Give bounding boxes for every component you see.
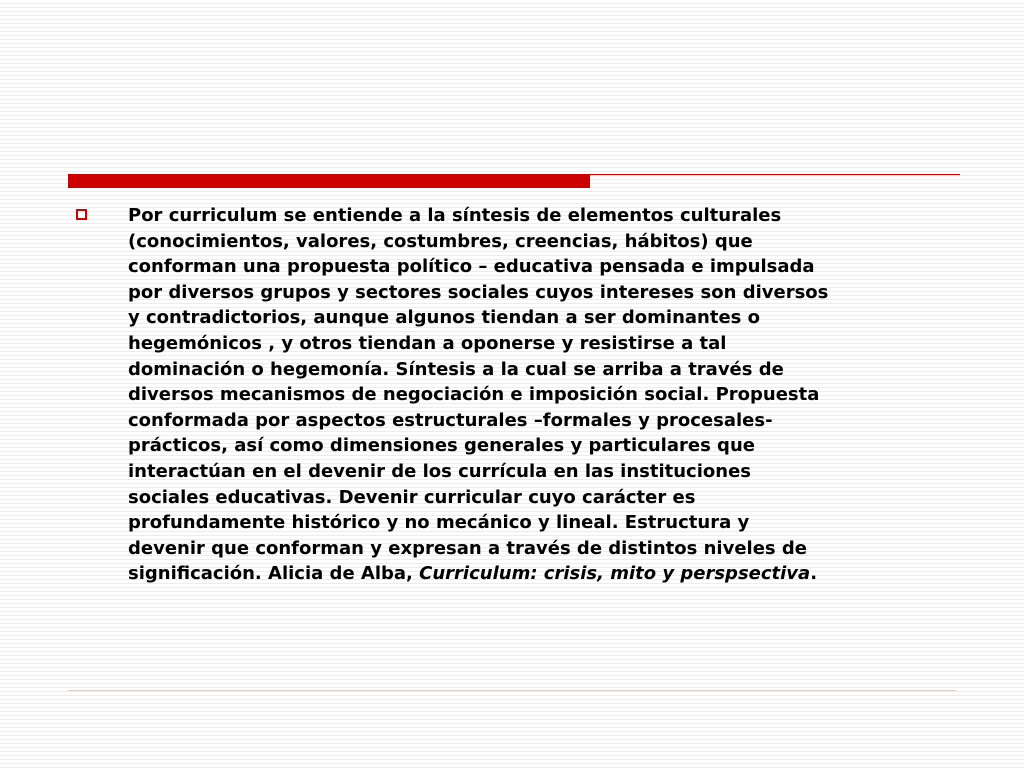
book-title: Curriculum: crisis, mito y perspsectiva: [419, 563, 811, 585]
bullet-text: [128, 203, 956, 587]
end-punctuation: .: [810, 563, 818, 585]
footer-divider: [68, 690, 956, 691]
title-divider-line: [590, 174, 960, 175]
hollow-square-bullet-icon: [76, 209, 87, 220]
title-divider-bar: [68, 174, 590, 188]
title-divider: [68, 174, 960, 188]
body-text: Por curriculum se entiende a la síntesis de elementos culturales (conocimientos, valores, costumbres, creencias, hábitos) que conforman una propuesta político – educativa pensada e impulsada por diversos grupos y sectores sociales cuyos intereses son diversos y contradictorios, aunque algunos tiendan a ser dominantes o hegemónicos , y otros tiendan a oponerse y resistirse a tal dominación o hegemonía. Síntesis a la cual se arriba a través de diversos mecanismos de negociación e imposición social. Propuesta conformada por aspectos estructurales –formales y procesales- prácticos, así como dimensiones generales y particulares que interactúan en el devenir de los currícula en las instituciones sociales educativas. Devenir curricular cuyo carácter es profundamente histórico y no mecánico y lineal. Estructura y devenir que conforman y expresan a través de distintos niveles de significación. Alicia de Alba,: [128, 205, 829, 585]
